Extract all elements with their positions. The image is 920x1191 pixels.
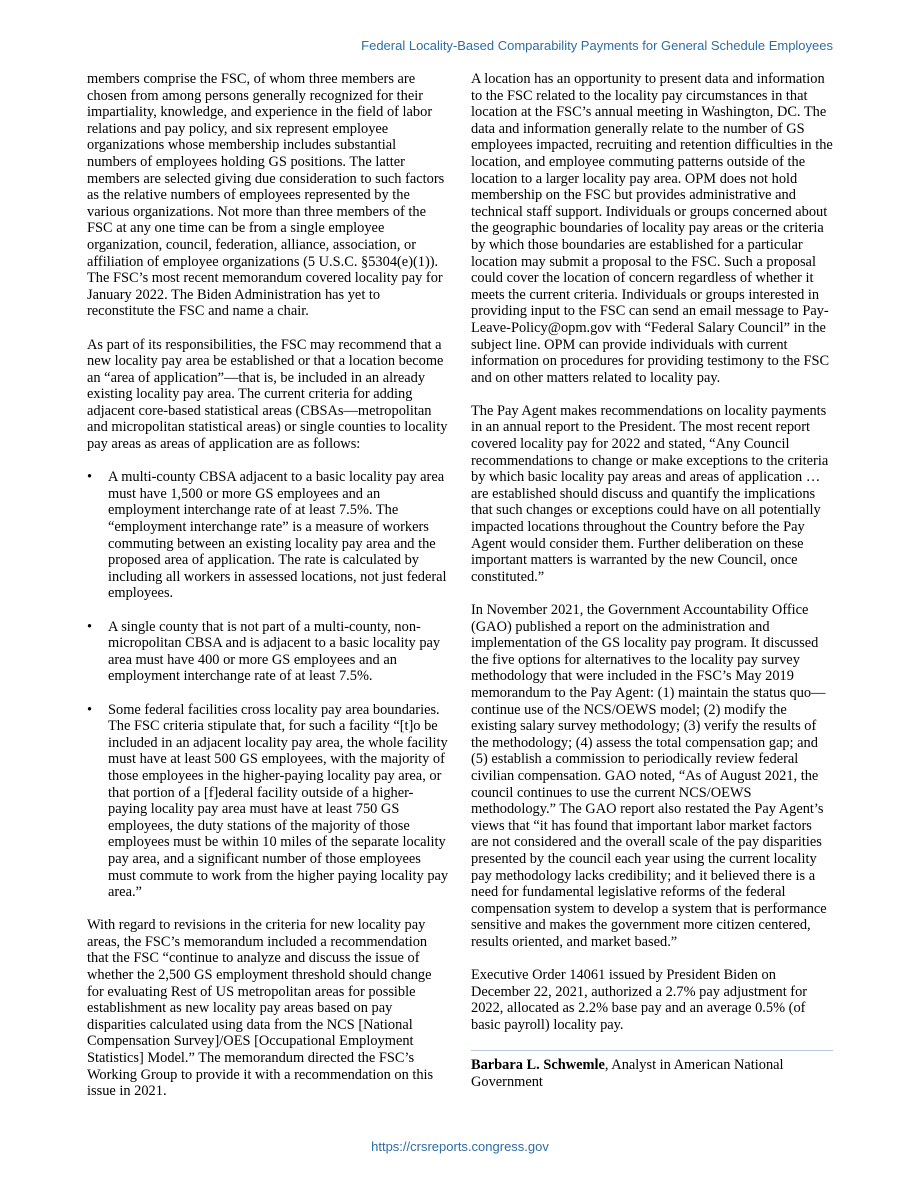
paragraph-fsc-responsibilities: As part of its responsibilities, the FSC may recommend that a new locality pay area be established or that a location become an “area of application”—that is, be included in an already existing locality pay area. The current criteria for adding adjacent core-based statistical areas (CBSAs—metropolitan and micropolitan statistical areas) or single counties to locality pay areas as areas of application are as follows: — [87, 336, 448, 453]
paragraph-location-data: A location has an opportunity to present data and information to the FSC related to the locality pay circumstances in that location at the FSC’s annual meeting in Washington, DC. The data and information generally relate to the number of GS employees impacted, recruiting and retention difficulties in the location, and employee commuting patterns outside of the location to a larger locality pay area. OPM does not hold membership on the FSC but provides administrative and technical staff support. Individuals or groups concerned about the geographic boundaries of locality pay areas or the criteria by which those boundaries are established for a particular location may submit a proposal to the FSC. Such a proposal could cover the location of concern regardless of whether it meets the current criteria. Individuals or groups interested in providing input to the FSC can send an email message to Pay-Leave-Policy@opm.gov with “Federal Salary Council” in the subject line. OPM can provide individuals with current information on procedures for providing testimony to the FSC and on other matters related to locality pay. — [471, 71, 833, 386]
bullet-text: A multi-county CBSA adjacent to a basic locality pay area must have 1,500 or more GS employees and an employment interchange rate of at least 7.5%. The “employment interchange rate” is a measure of workers commuting between an existing locality pay area and the proposed area of application. The rate is calculated by including all workers in assessed locations, not just federal employees. — [108, 469, 447, 602]
running-header: Federal Locality-Based Comparability Payments for General Schedule Employees — [361, 38, 833, 53]
paragraph-pay-agent: The Pay Agent makes recommendations on locality payments in an annual report to the President. The most recent report covered locality pay for 2022 and stated, “Any Council recommendations to change or make exceptions to the criteria by which basic locality pay areas and areas of application … are established should discuss and quantify the implications that such changes or exceptions could have on all potentially impacted locations throughout the Country before the Pay Agent would consider them. Further deliberation on these important matters is warranted by the new Council, once constituted.” — [471, 402, 829, 585]
list-item — [87, 469, 449, 602]
bullet-icon: • — [87, 469, 93, 486]
footer-url[interactable]: https://crsreports.congress.gov — [371, 1139, 549, 1154]
author-name: Barbara L. Schwemle — [471, 1057, 605, 1074]
author-block — [471, 1050, 833, 1090]
list-item — [87, 702, 449, 901]
list-item — [87, 619, 449, 685]
paragraph-executive-order: Executive Order 14061 issued by President Biden on December 22, 2021, authorized a 2.7% pay adjustment for 2022, allocated as 2.2% base pay and an average 0.5% (of basic payroll) locality pay. — [471, 967, 808, 1033]
paragraph-criteria-revisions: With regard to revisions in the criteria for new locality pay areas, the FSC’s memorandum included a recommendation that the FSC “continue to analyze and discuss the issue of whether the 2,500 GS employment threshold should change for evaluating Rest of US metropolitan areas for possible establishment as new locality pay areas based on pay disparities calculated using data from the NCS [National Compensation Survey]/OES [Occupational Employment Statistics] Model.” The memorandum directed the FSC’s Working Group to provide it with a recommendation on this issue in 2021. — [87, 917, 434, 1100]
bullet-icon: • — [87, 618, 93, 635]
bullet-text: Some federal facilities cross locality pay area boundaries. The FSC criteria stipulate that, for such a facility “[t]o be included in an adjacent locality pay area, the whole facility must have at least 500 GS employees, with the majority of those employees in the higher-paying locality pay area, or that portion of a [f]ederal facility outside of a higher-paying locality pay area must have at least 750 GS employees, the duty stations of the majority of those employees must be within 10 miles of the separate locality pay area, and a significant number of those employees must commute to work from the higher paying locality pay area.” — [108, 701, 449, 901]
bullet-text: A single county that is not part of a multi-county, non-micropolitan CBSA and is adjacent to a basic locality pay area must have 400 or more GS employees and an employment interchange rate of at least 7.5%. — [108, 618, 441, 685]
left-column — [87, 71, 449, 1116]
criteria-bullet-list — [87, 469, 449, 900]
bullet-icon: • — [87, 701, 93, 718]
right-column — [471, 71, 833, 1090]
paragraph-gao-report: In November 2021, the Government Accountability Office (GAO) published a report on the administration and implementation of the GS locality pay program. It discussed the five options for alternatives to the locality pay survey methodology that were included in the FSC’s May 2019 memorandum to the Pay Agent: (1) maintain the status quo—continue use of the NCS/OEWS model; (2) modify the existing salary survey methodology; (3) verify the results of the methodology; (4) assess the total compensation gap; and (5) establish a commission to periodically review federal civilian compensation. GAO noted, “As of August 2021, the council continues to use the current NCS/OEWS methodology.” The GAO report also restated the Pay Agent’s views that “it has found that important labor market factors are not considered and the overall scale of the pay disparities presented by the council each year using the current locality pay methodology lacks credibility; and it believed there is a need for fundamental legislative reforms of the federal compensation system to develop a system that is performance sensitive and makes the government more citizen centered, results oriented, and market based.” — [471, 602, 827, 950]
paragraph-fsc-membership: members comprise the FSC, of whom three members are chosen from among persons generally recognized for their impartiality, knowledge, and experience in the field of labor relations and pay policy, and six represent employee organizations whose membership includes substantial numbers of employees holding GS positions. The latter members are selected giving due consideration to such factors as the relative numbers of employees represented by the various organizations. Not more than three members of the FSC at any one time can be from a single employee organization, council, federation, alliance, association, or affiliation of employee organizations (5 U.S.C. §5304(e)(1)). The FSC’s most recent memorandum covered locality pay for January 2022. The Biden Administration has yet to reconstitute the FSC and name a chair. — [87, 71, 445, 320]
author-title: , Analyst in American National Government — [471, 1057, 784, 1090]
